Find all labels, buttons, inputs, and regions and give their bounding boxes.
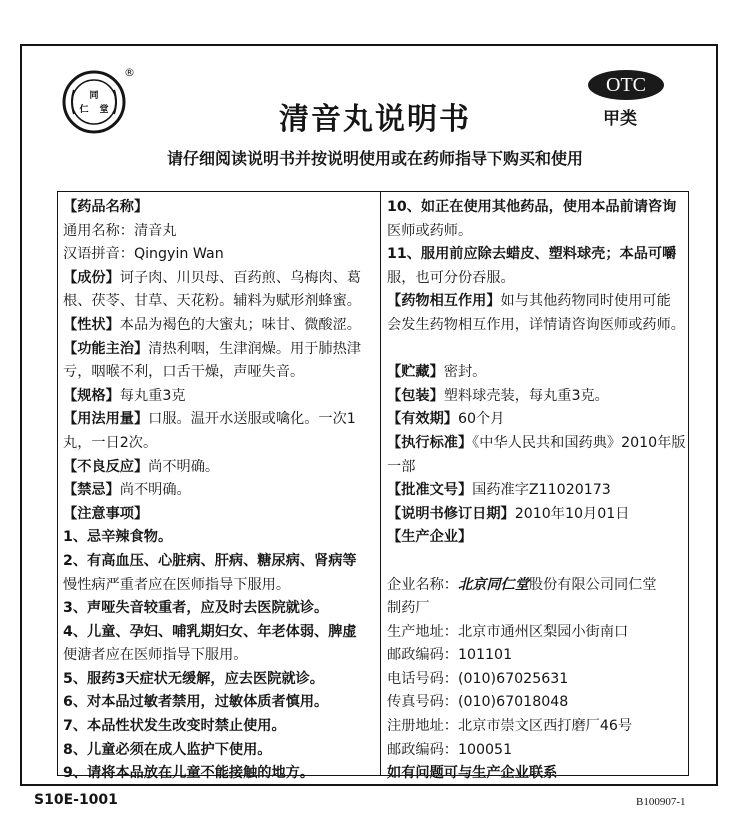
line-text: 清热利咽，生津润燥。用于肺热津 (148, 340, 361, 357)
otc-class-label: 甲类 (603, 109, 637, 129)
text-line (387, 574, 685, 598)
line-text: 《中华人民共和国药典》2010年版 (472, 434, 686, 451)
line-text: 如有问题可与生产企业联系 (387, 765, 558, 782)
text-line (63, 432, 375, 456)
text-line (387, 691, 685, 715)
section-label: 【规格】 (63, 387, 120, 404)
text-line (63, 739, 375, 763)
line-text: 电话号码：(010)67025631 (387, 670, 569, 687)
line-text: 亏，咽喉不利，口舌干燥，声哑失音。 (63, 364, 305, 381)
line-text: 企业名称： (387, 576, 458, 593)
text-line (63, 621, 375, 645)
section-label: 【药品名称】 (63, 199, 149, 215)
section-label: 【药物相互作用】 (387, 293, 501, 310)
line-text: 密封。 (443, 364, 487, 381)
text-line (387, 243, 685, 267)
line-text: 10、如正在使用其他药品，使用本品前请咨询 (387, 199, 677, 215)
section-label: 【用法用量】 (63, 411, 149, 428)
line-text: 尚不明确。 (119, 482, 191, 499)
line-text: 国药准字Z11020173 (472, 482, 611, 499)
line-text: 便溏者应在医师指导下服用。 (63, 647, 248, 664)
line-text: 慢性病严重者应在医师指导下服用。 (63, 576, 291, 593)
otc-badge: OTC (588, 70, 664, 100)
text-line (63, 220, 375, 244)
svg-text:仁: 仁 (79, 105, 89, 115)
line-text: 3、声哑失音较重者，应及时去医院就诊。 (63, 600, 329, 617)
section-label: 【贮藏】 (387, 364, 444, 381)
section-label: 【禁忌】 (63, 482, 120, 499)
section-label: 【生产企业】 (387, 529, 473, 546)
section-label: 【功能主治】 (63, 340, 149, 357)
text-line (63, 196, 375, 220)
text-line (63, 267, 375, 291)
line-text: 通用名称：清音丸 (63, 222, 177, 239)
text-line (387, 314, 685, 338)
left-column (63, 196, 375, 786)
text-line (387, 644, 685, 668)
line-text: 9、请将本品放在儿童不能接触的地方。 (63, 765, 315, 782)
text-line (63, 526, 375, 550)
line-text: 根、茯苓、甘草、天花粉。辅料为赋形剂蜂蜜。 (63, 293, 361, 310)
text-line (63, 668, 375, 692)
line-text: 制药厂 (387, 600, 430, 617)
text-line (63, 385, 375, 409)
line-text: 6、对本品过敏者禁用，过敏体质者慎用。 (63, 694, 329, 711)
text-line (387, 526, 685, 550)
text-line (387, 479, 685, 503)
company-brand-name: 北京同仁堂 (457, 576, 529, 593)
line-text: 邮政编码：101101 (387, 647, 513, 664)
line-text: 汉语拼音：Qingyin Wan (63, 246, 224, 263)
text-line (63, 408, 375, 432)
text-line (63, 691, 375, 715)
section-label: 【成份】 (63, 269, 120, 286)
text-line (387, 290, 685, 314)
text-line (387, 503, 685, 527)
text-line (387, 196, 685, 220)
line-text: 邮政编码：100051 (387, 741, 513, 758)
document-title: 清音丸说明书 (279, 102, 471, 137)
line-text: 5、服药3天症状无缓解，应去医院就诊。 (63, 670, 324, 687)
text-line (387, 408, 685, 432)
section-label: 【性状】 (63, 316, 120, 333)
text-line (63, 338, 375, 362)
section-label: 【注意事项】 (63, 505, 149, 522)
text-line (63, 479, 375, 503)
line-text: 1、忌辛辣食物。 (63, 529, 173, 546)
text-line (387, 762, 685, 786)
text-line (63, 597, 375, 621)
line-text: 尚不明确。 (148, 458, 220, 475)
text-line (387, 668, 685, 692)
registered-mark: ® (124, 66, 135, 79)
line-text: 传真号码：(010)67018048 (387, 694, 569, 711)
line-text: 生产地址：北京市通州区梨园小街南口 (387, 623, 629, 640)
line-text: 8、儿童必须在成人监护下使用。 (63, 741, 272, 758)
text-line (63, 715, 375, 739)
text-line (63, 243, 375, 267)
column-divider (380, 191, 381, 776)
text-line (63, 503, 375, 527)
line-text: 一部 (387, 458, 416, 475)
text-line (63, 644, 375, 668)
line-text: 会发生药物相互作用，详情请咨询医师或药师。 (387, 316, 685, 333)
svg-text:堂: 堂 (99, 105, 109, 115)
line-text: 60个月 (457, 411, 505, 428)
company-name-rest: 股份有限公司同仁堂 (528, 576, 657, 593)
line-text: 2、有高血压、心脏病、肝病、糖尿病、肾病等 (63, 552, 357, 569)
text-line (387, 361, 685, 385)
line-text: 如与其他药物同时使用可能 (500, 293, 671, 310)
svg-text:同: 同 (89, 91, 99, 101)
text-line (387, 385, 685, 409)
section-label: 【批准文号】 (387, 482, 473, 499)
text-line (387, 597, 685, 621)
leaflet-code: S10E-1001 (34, 792, 118, 808)
line-text: 医师或药师。 (387, 222, 473, 239)
print-code: B100907-1 (636, 796, 686, 808)
text-line (63, 456, 375, 480)
line-text: 本品为褐色的大蜜丸；味甘、微酸涩。 (119, 316, 361, 333)
text-line (387, 432, 685, 456)
text-line (387, 621, 685, 645)
text-line (387, 715, 685, 739)
text-line (63, 550, 375, 574)
line-text: 服，也可分份吞服。 (387, 269, 515, 286)
section-label: 【有效期】 (387, 411, 458, 428)
line-text: 口服。温开水送服或噙化。一次1 (148, 411, 356, 428)
text-line (63, 290, 375, 314)
right-column (387, 196, 685, 786)
line-text: 注册地址：北京市崇文区西打磨厂46号 (387, 718, 633, 735)
text-line (63, 361, 375, 385)
section-label: 【包装】 (387, 387, 444, 404)
line-text: 每丸重3克 (119, 387, 186, 404)
text-line (387, 338, 685, 362)
text-line (387, 739, 685, 763)
line-text: 11、服用前应除去蜡皮、塑料球壳；本品可嚼 (387, 246, 677, 263)
line-text: 4、儿童、孕妇、哺乳期妇女、年老体弱、脾虚 (63, 623, 357, 640)
section-label: 【说明书修订日期】 (387, 505, 515, 522)
text-line (63, 762, 375, 786)
text-line (387, 456, 685, 480)
line-text: 2010年10月01日 (514, 505, 630, 522)
text-line (63, 574, 375, 598)
line-text: 丸，一日2次。 (63, 434, 158, 451)
line-text: 7、本品性状发生改变时禁止使用。 (63, 718, 286, 735)
line-text: 塑料球壳装，每丸重3克。 (443, 387, 609, 404)
text-line (387, 220, 685, 244)
text-line (387, 550, 685, 574)
text-line (63, 314, 375, 338)
text-line (387, 267, 685, 291)
line-text: 诃子肉、川贝母、百药煎、乌梅肉、葛 (119, 269, 361, 286)
usage-notice: 请仔细阅读说明书并按说明使用或在药师指导下购买和使用 (166, 149, 583, 168)
section-label: 【执行标准】 (387, 434, 473, 451)
section-label: 【不良反应】 (63, 458, 149, 475)
